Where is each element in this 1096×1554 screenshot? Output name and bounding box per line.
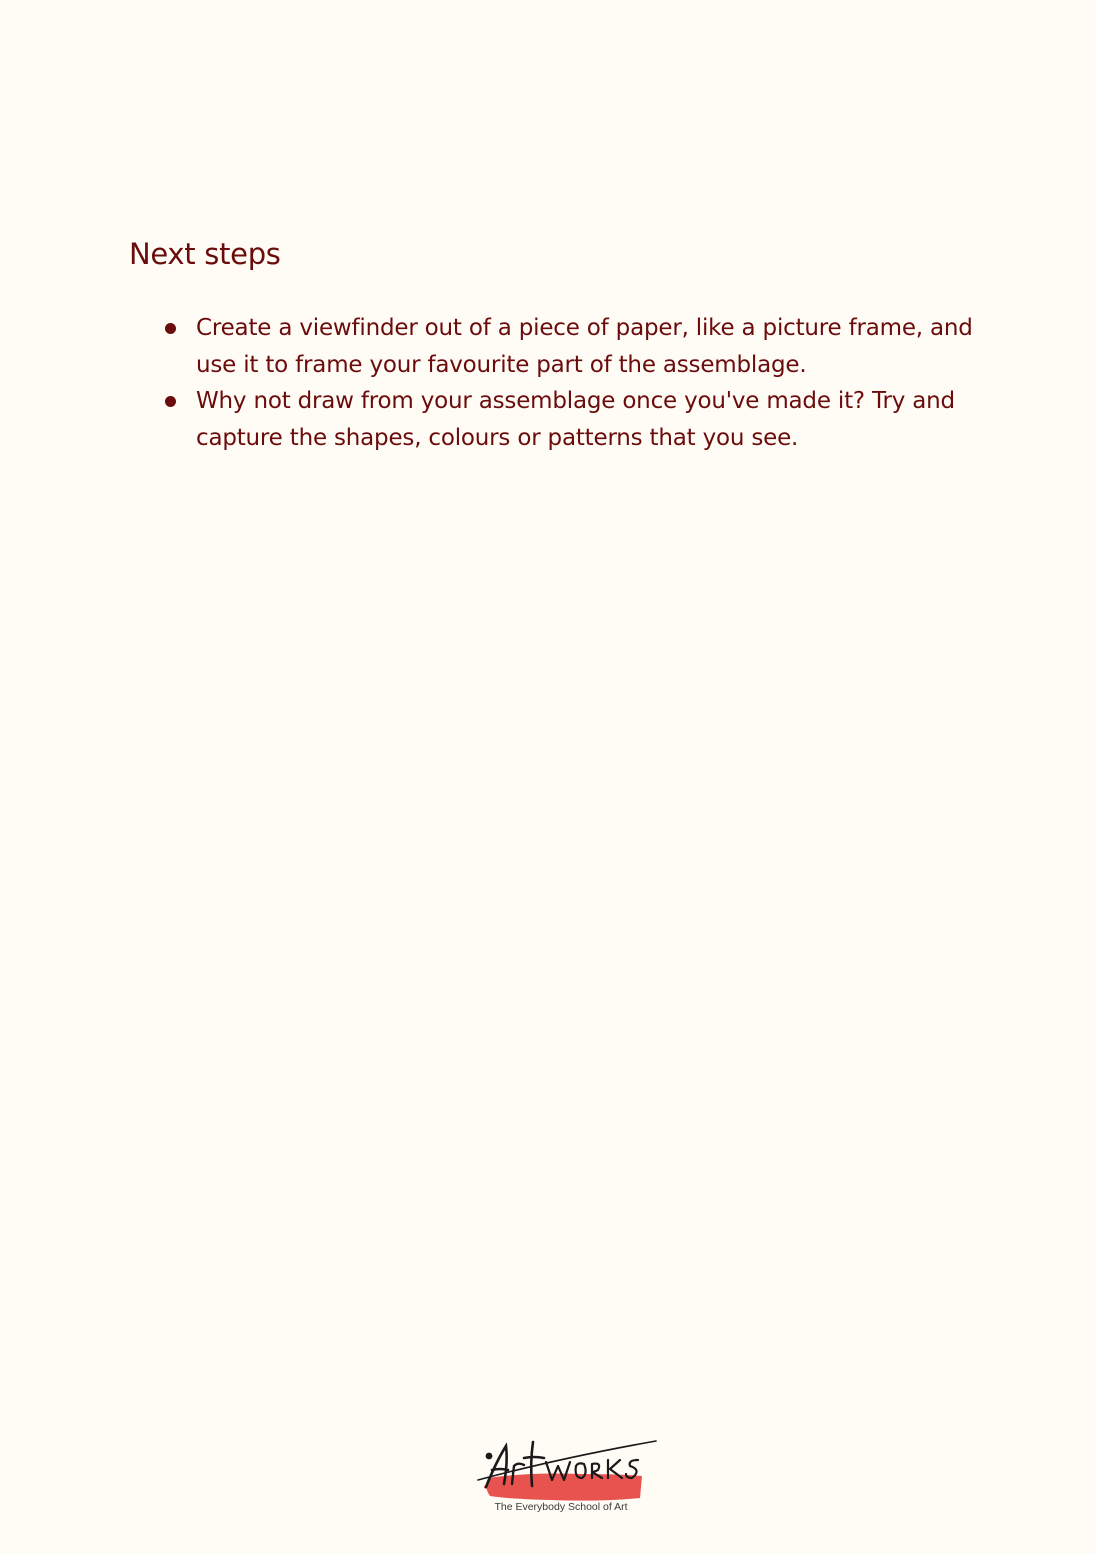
list-item-text: Create a viewfinder out of a piece of paper, like a picture frame, and use it to frame your favourite part of the assemblage. [196,315,973,378]
bullet-icon [165,323,176,334]
list-item [163,310,993,383]
list-item-text: Why not draw from your assemblage once you've made it? Try and capture the shapes, colours or patterns that you see. [196,388,955,451]
section-heading: Next steps [129,237,281,271]
bullet-icon [165,396,176,407]
artworks-logo [470,1432,670,1522]
logo-tagline: The Everybody School of Art [494,1501,628,1513]
logo-dot [486,1453,493,1460]
list-item [163,383,993,456]
next-steps-list [163,310,993,456]
